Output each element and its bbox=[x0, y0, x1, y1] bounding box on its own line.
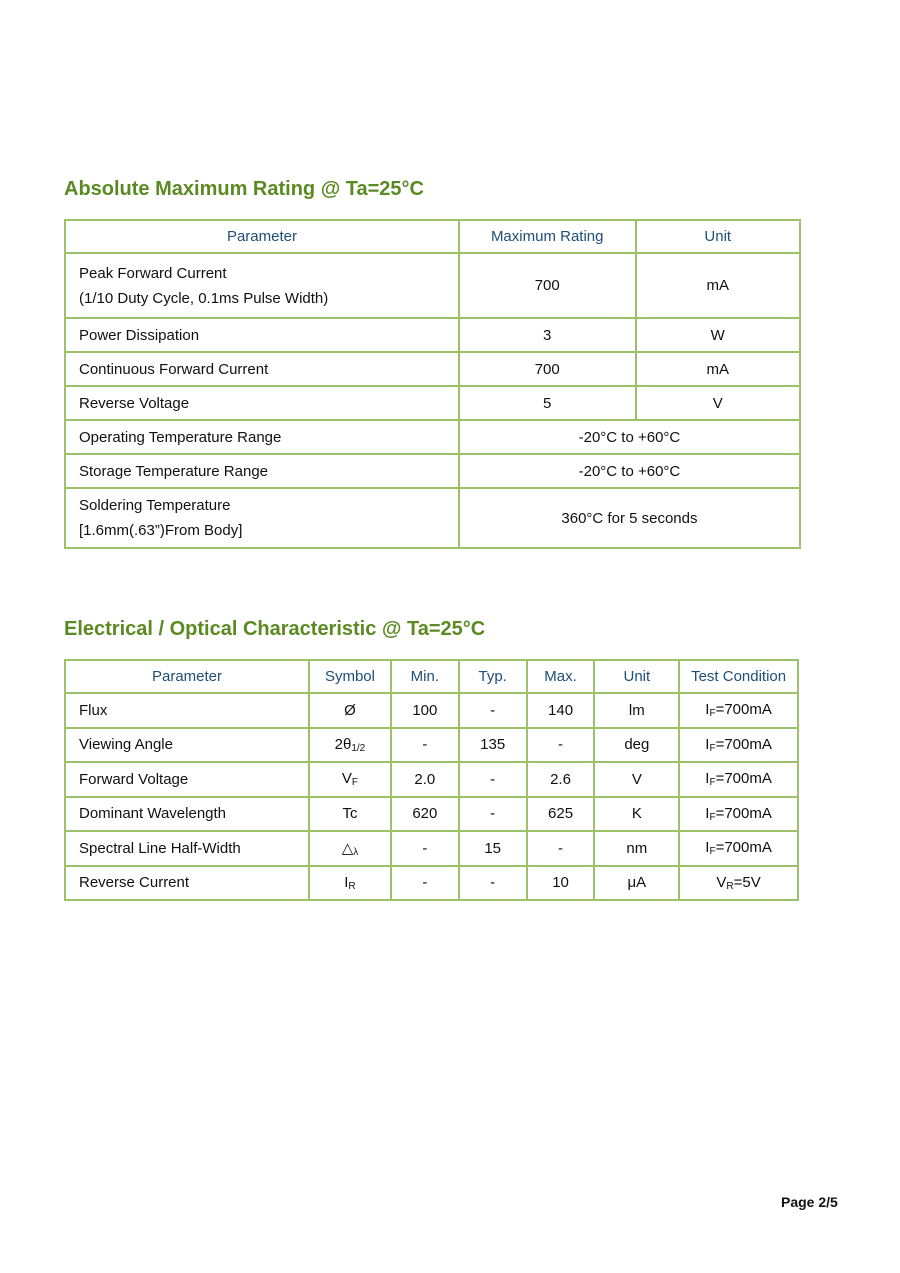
rating-cell: 700 bbox=[459, 253, 636, 318]
page-number: Page 2/5 bbox=[781, 1194, 838, 1210]
unit-cell: K bbox=[594, 797, 679, 832]
condition-subscript: R bbox=[726, 880, 734, 892]
param-cell bbox=[65, 253, 459, 318]
max-cell: 2.6 bbox=[527, 762, 595, 797]
condition-subscript: F bbox=[709, 742, 716, 754]
test-condition-cell bbox=[679, 693, 798, 728]
symbol-main: 2θ bbox=[334, 735, 352, 753]
typ-cell: - bbox=[459, 693, 527, 728]
typ-cell: 15 bbox=[459, 831, 527, 866]
test-condition-cell bbox=[679, 728, 798, 763]
max-cell: 140 bbox=[527, 693, 595, 728]
absolute-maximum-rating-title: Absolute Maximum Rating @ Ta=25°C bbox=[64, 178, 424, 200]
unit-cell: deg bbox=[594, 728, 679, 763]
condition-value: =700mA bbox=[715, 839, 772, 857]
unit-cell: lm bbox=[594, 693, 679, 728]
max-cell: - bbox=[527, 831, 595, 866]
symbol-cell bbox=[309, 762, 391, 797]
condition-value: =700mA bbox=[715, 804, 772, 822]
param-cell: Forward Voltage bbox=[65, 762, 309, 797]
table-row bbox=[65, 866, 798, 901]
param-cell: Storage Temperature Range bbox=[65, 454, 459, 488]
param-cell: Power Dissipation bbox=[65, 318, 459, 352]
param-cell: Flux bbox=[65, 693, 309, 728]
min-cell: 620 bbox=[391, 797, 459, 832]
condition-subscript: F bbox=[709, 777, 716, 789]
param-cell: Viewing Angle bbox=[65, 728, 309, 763]
table-header-row bbox=[65, 660, 798, 693]
min-cell: 2.0 bbox=[391, 762, 459, 797]
unit-cell: nm bbox=[594, 831, 679, 866]
condition-value: =5V bbox=[733, 873, 761, 891]
param-cell: Spectral Line Half-Width bbox=[65, 831, 309, 866]
symbol-cell bbox=[309, 831, 391, 866]
header-max: Max. bbox=[527, 660, 595, 693]
param-line: Soldering Temperature bbox=[79, 497, 231, 514]
condition-value: =700mA bbox=[715, 770, 772, 788]
rating-cell: 700 bbox=[459, 352, 636, 386]
min-cell: - bbox=[391, 728, 459, 763]
condition-main: I bbox=[705, 770, 710, 788]
condition-main: I bbox=[705, 839, 710, 857]
typ-cell: - bbox=[459, 797, 527, 832]
unit-cell: V bbox=[594, 762, 679, 797]
condition-main: I bbox=[705, 804, 710, 822]
max-cell: 625 bbox=[527, 797, 595, 832]
absolute-maximum-rating-table bbox=[64, 219, 801, 549]
condition-value: =700mA bbox=[715, 735, 772, 753]
min-cell: - bbox=[391, 866, 459, 901]
min-cell: 100 bbox=[391, 693, 459, 728]
condition-main: I bbox=[705, 701, 710, 719]
header-typ: Typ. bbox=[459, 660, 527, 693]
table-row bbox=[65, 488, 800, 548]
symbol-cell: Tc bbox=[309, 797, 391, 832]
header-test-condition: Test Condition bbox=[679, 660, 798, 693]
symbol-subscript: λ bbox=[353, 846, 359, 858]
param-cell: Continuous Forward Current bbox=[65, 352, 459, 386]
test-condition-cell bbox=[679, 762, 798, 797]
rating-cell: 5 bbox=[459, 386, 636, 420]
table-row bbox=[65, 352, 800, 386]
rating-cell: -20°C to +60°C bbox=[459, 420, 800, 454]
param-cell: Dominant Wavelength bbox=[65, 797, 309, 832]
condition-main: V bbox=[716, 873, 727, 891]
symbol-subscript: R bbox=[348, 880, 356, 892]
header-parameter: Parameter bbox=[65, 220, 459, 253]
unit-cell: mA bbox=[636, 253, 801, 318]
max-cell: 10 bbox=[527, 866, 595, 901]
param-cell: Reverse Voltage bbox=[65, 386, 459, 420]
unit-cell: μA bbox=[594, 866, 679, 901]
symbol-subscript: F bbox=[351, 777, 359, 789]
param-cell: Operating Temperature Range bbox=[65, 420, 459, 454]
param-line: (1/10 Duty Cycle, 0.1ms Pulse Width) bbox=[79, 289, 329, 307]
symbol-cell bbox=[309, 728, 391, 763]
table-row bbox=[65, 318, 800, 352]
header-unit: Unit bbox=[594, 660, 679, 693]
param-cell bbox=[65, 488, 459, 548]
triangle-icon: △ bbox=[341, 839, 354, 857]
header-min: Min. bbox=[391, 660, 459, 693]
unit-cell: mA bbox=[636, 352, 801, 386]
table-row bbox=[65, 762, 798, 797]
table-row bbox=[65, 253, 800, 318]
typ-cell: - bbox=[459, 762, 527, 797]
param-line: Peak Forward Current bbox=[79, 264, 227, 282]
unit-cell: W bbox=[636, 318, 801, 352]
rating-cell: 360°C for 5 seconds bbox=[459, 488, 800, 548]
test-condition-cell bbox=[679, 797, 798, 832]
unit-cell: V bbox=[636, 386, 801, 420]
test-condition-cell bbox=[679, 866, 798, 901]
condition-subscript: F bbox=[709, 708, 716, 720]
electrical-optical-characteristic-title: Electrical / Optical Characteristic @ Ta=25°C bbox=[64, 618, 486, 640]
electrical-optical-table bbox=[64, 659, 799, 901]
max-cell: - bbox=[527, 728, 595, 763]
rating-cell: 3 bbox=[459, 318, 636, 352]
table-row bbox=[65, 420, 800, 454]
header-symbol: Symbol bbox=[309, 660, 391, 693]
typ-cell: 135 bbox=[459, 728, 527, 763]
condition-subscript: F bbox=[709, 811, 716, 823]
param-line: [1.6mm(.63”)From Body] bbox=[79, 522, 243, 539]
table-row bbox=[65, 454, 800, 488]
header-parameter: Parameter bbox=[65, 660, 309, 693]
table-row bbox=[65, 797, 798, 832]
condition-subscript: F bbox=[709, 846, 716, 858]
table-row bbox=[65, 831, 798, 866]
symbol-subscript: 1/2 bbox=[351, 742, 366, 754]
table-row bbox=[65, 693, 798, 728]
min-cell: - bbox=[391, 831, 459, 866]
symbol-cell: Ø bbox=[309, 693, 391, 728]
condition-value: =700mA bbox=[715, 701, 772, 719]
table-row bbox=[65, 386, 800, 420]
typ-cell: - bbox=[459, 866, 527, 901]
param-cell: Reverse Current bbox=[65, 866, 309, 901]
symbol-main: V bbox=[341, 770, 352, 788]
rating-cell: -20°C to +60°C bbox=[459, 454, 800, 488]
test-condition-cell bbox=[679, 831, 798, 866]
header-maximum-rating: Maximum Rating bbox=[459, 220, 636, 253]
header-unit: Unit bbox=[636, 220, 801, 253]
symbol-main: I bbox=[344, 873, 349, 891]
table-header-row bbox=[65, 220, 800, 253]
table-row bbox=[65, 728, 798, 763]
condition-main: I bbox=[705, 735, 710, 753]
symbol-cell bbox=[309, 866, 391, 901]
